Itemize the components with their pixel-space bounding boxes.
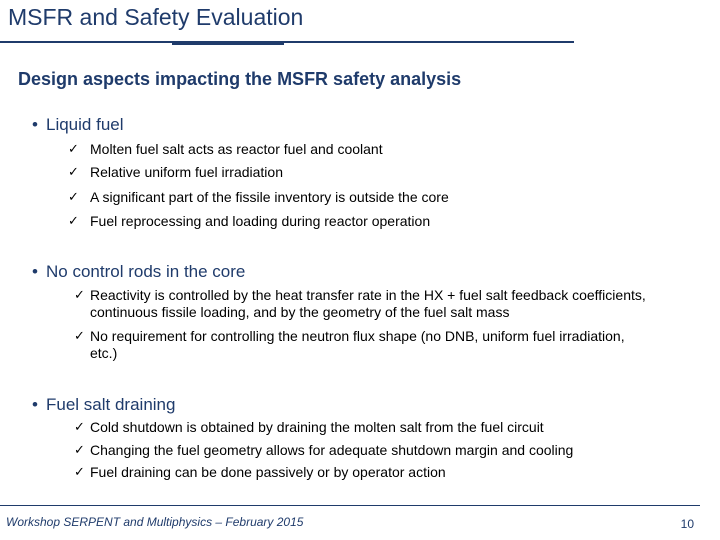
list-item: Relative uniform fuel irradiation — [90, 164, 283, 180]
slide-title: MSFR and Safety Evaluation — [8, 4, 304, 30]
check-icon: ✓ — [68, 164, 79, 179]
list-item: Fuel draining can be done passively or by operator action — [90, 464, 446, 480]
list-item: A significant part of the fissile inventory is outside the core — [90, 189, 449, 205]
list-item: Molten fuel salt acts as reactor fuel and coolant — [90, 141, 383, 157]
section-heading-fuel-salt-draining: • Fuel salt draining — [32, 395, 176, 414]
footer-divider — [0, 505, 700, 506]
check-icon: ✓ — [74, 464, 85, 479]
check-icon: ✓ — [74, 287, 85, 302]
title-underline-accent — [172, 41, 284, 45]
section-heading-no-control-rods: • No control rods in the core — [32, 262, 246, 281]
bullet-icon: • — [32, 115, 38, 134]
section-heading-liquid-fuel: • Liquid fuel — [32, 115, 124, 134]
footer-event-label: Workshop SERPENT and Multiphysics – February 2015 — [6, 515, 304, 529]
check-icon: ✓ — [68, 189, 79, 204]
bullet-icon: • — [32, 395, 38, 414]
list-item: Cold shutdown is obtained by draining the molten salt from the fuel circuit — [90, 419, 544, 435]
page-number: 10 — [680, 517, 694, 531]
list-item: Fuel reprocessing and loading during reactor operation — [90, 213, 431, 229]
slide-subtitle: Design aspects impacting the MSFR safety analysis — [18, 69, 462, 89]
check-icon: ✓ — [68, 213, 79, 228]
title-underline — [0, 41, 574, 43]
list-item: No requirement for controlling the neutron flux shape (no DNB, uniform fuel irradiation, etc.) — [90, 328, 625, 361]
check-icon: ✓ — [74, 442, 85, 457]
check-icon: ✓ — [68, 141, 79, 156]
check-icon: ✓ — [74, 328, 85, 343]
list-item: Reactivity is controlled by the heat transfer rate in the HX + fuel salt feedback coefficients, continuous fissile loading, and by the geometry of the fuel salt mass — [90, 287, 646, 320]
check-icon: ✓ — [74, 419, 85, 434]
bullet-icon: • — [32, 262, 38, 281]
list-item: Changing the fuel geometry allows for adequate shutdown margin and cooling — [90, 442, 574, 458]
